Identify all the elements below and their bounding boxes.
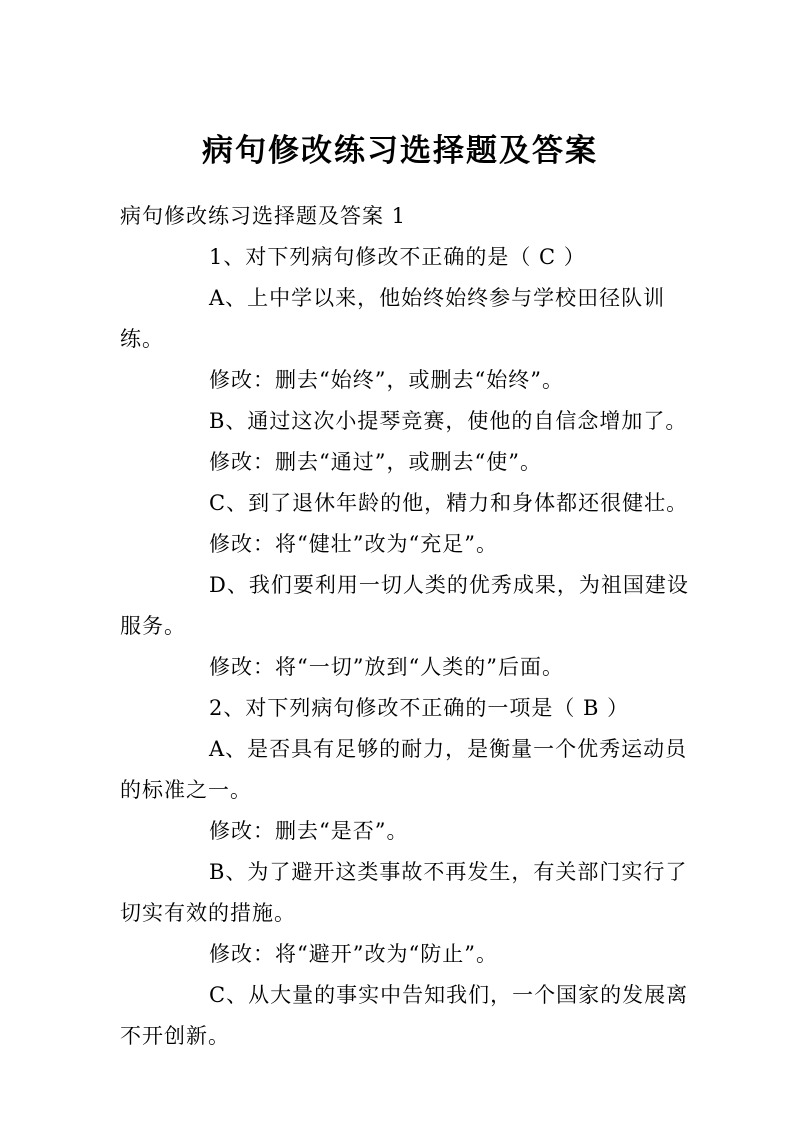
question-1-fix-b: 修改：删去“通过”，或删去“使”。 (209, 450, 542, 474)
document-body (120, 196, 690, 1057)
question-1-fix-d: 修改：将“一切”放到“人类的”后面。 (209, 655, 564, 679)
question-1-stem: 1、对下列病句修改不正确的是（ C ） (209, 245, 586, 269)
question-1-option-d: D、我们要利用一切人类的优秀成果，为祖国建设服务。 (120, 573, 689, 638)
question-2-option-c: C、从大量的事实中告知我们，一个国家的发展离不开创新。 (120, 983, 689, 1048)
question-1-fix-c: 修改：将“健壮”改为“充足”。 (209, 532, 498, 556)
question-2-option-b: B、为了避开这类事故不再发生，有关部门实行了切实有效的措施。 (120, 860, 688, 925)
question-2-stem: 2、对下列病句修改不正确的一项是（ B ） (209, 696, 630, 720)
page-title: 病句修改练习选择题及答案 (202, 133, 598, 169)
question-2-option-a: A、是否具有足够的耐力，是衡量一个优秀运动员的标准之一。 (120, 737, 688, 802)
question-1-option-a: A、上中学以来，他始终始终参与学校田径队训练。 (120, 286, 666, 351)
question-1-fix-a: 修改：删去“始终”，或删去“始终”。 (209, 368, 564, 392)
question-2-fix-b: 修改：将“避开”改为“防止”。 (209, 942, 498, 966)
question-1-option-b: B、通过这次小提琴竞赛，使他的自信念增加了。 (209, 409, 688, 433)
question-1-option-c: C、到了退休年龄的他，精力和身体都还很健壮。 (209, 491, 689, 515)
question-2-fix-a: 修改：删去“是否”。 (209, 819, 409, 843)
section-heading: 病句修改练习选择题及答案 1 (120, 204, 407, 228)
